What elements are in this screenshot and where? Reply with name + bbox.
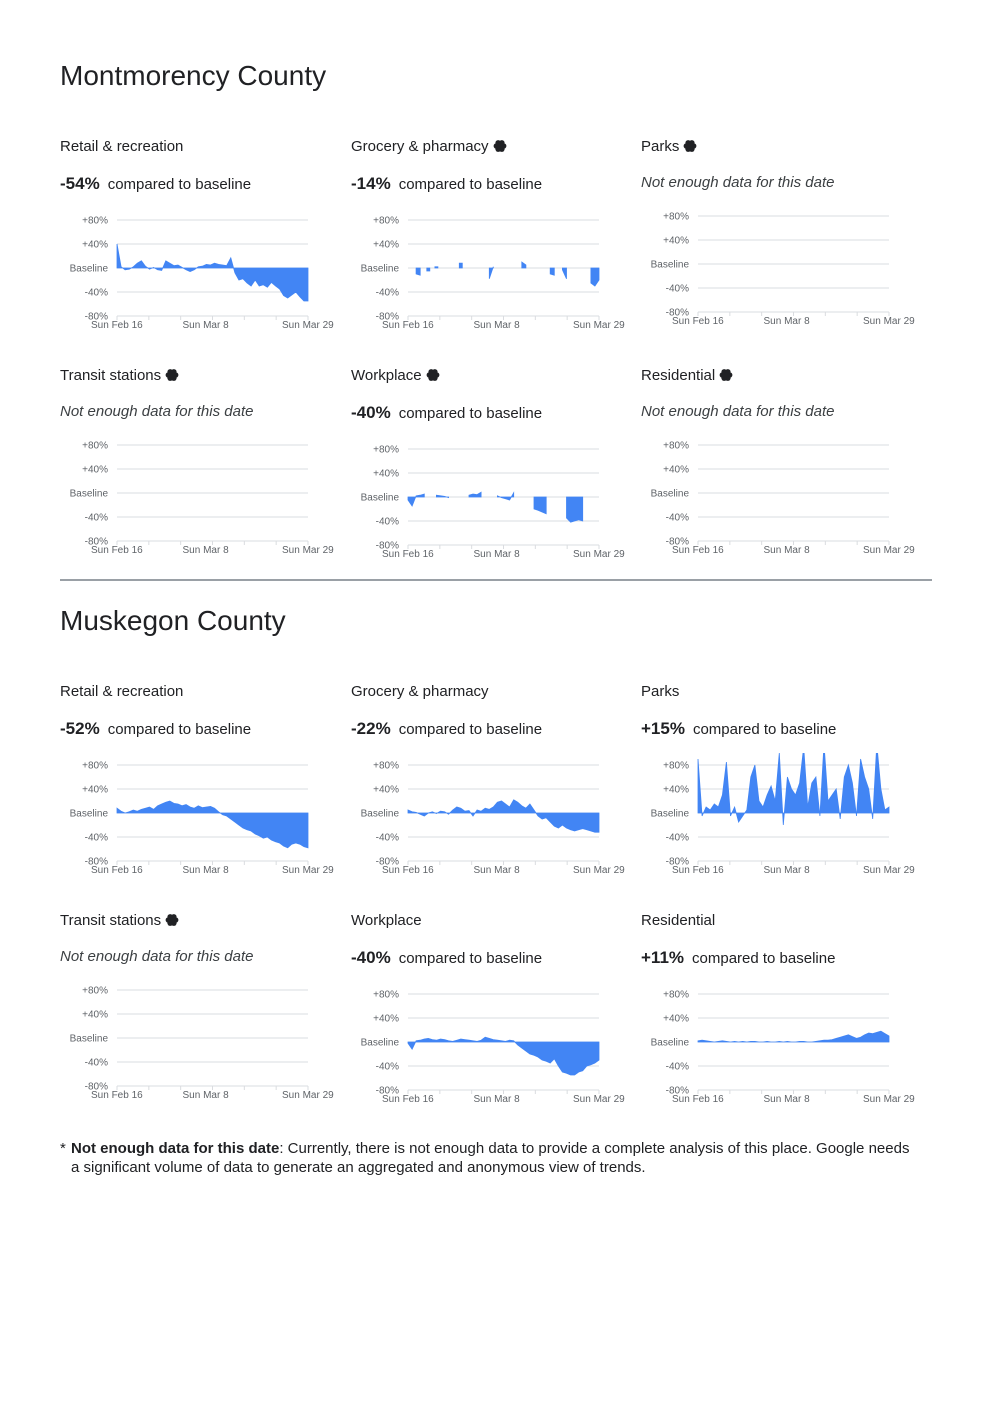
y-tick-label: -40% [84, 512, 108, 524]
series-area [408, 800, 599, 832]
series-area [562, 268, 566, 279]
x-tick-label: Sun Mar 29 [282, 1090, 334, 1101]
y-tick-label: +80% [82, 215, 108, 227]
card-title-label: Grocery & pharmacy [351, 138, 489, 155]
asterisk-icon [165, 368, 179, 382]
mobility-card [60, 912, 340, 1122]
mobility-card [60, 367, 340, 577]
stat-row [351, 403, 542, 423]
x-tick-label: Sun Mar 29 [573, 549, 625, 560]
series-area [698, 1031, 889, 1042]
y-tick-label: +40% [373, 468, 399, 480]
y-tick-label: Baseline [650, 488, 689, 500]
trend-chart [60, 978, 350, 1108]
no-data-message: Not enough data for this date [641, 403, 835, 420]
card-title [641, 683, 679, 700]
mobility-card [641, 912, 921, 1122]
y-tick-label: Baseline [360, 1037, 399, 1049]
y-tick-label: +40% [82, 784, 108, 796]
card-title-label: Retail & recreation [60, 683, 184, 700]
trend-chart [641, 982, 931, 1112]
stat-value: -40% [351, 948, 391, 967]
x-tick-label: Sun Mar 29 [573, 320, 625, 331]
y-tick-label: +80% [373, 215, 399, 227]
y-tick-label: +80% [82, 440, 108, 452]
y-tick-label: -40% [665, 832, 689, 844]
y-tick-label: -40% [375, 1061, 399, 1073]
stat-value: -54% [60, 174, 100, 193]
x-tick-label: Sun Feb 16 [672, 865, 724, 876]
y-tick-label: Baseline [650, 259, 689, 271]
x-tick-label: Sun Mar 29 [282, 320, 334, 331]
card-title-label: Grocery & pharmacy [351, 683, 489, 700]
trend-chart [351, 208, 641, 338]
series-area [117, 801, 308, 848]
x-tick-label: Sun Mar 8 [763, 1094, 810, 1105]
stat-value: -22% [351, 719, 391, 738]
y-tick-label: Baseline [650, 808, 689, 820]
x-tick-label: Sun Feb 16 [91, 1090, 143, 1101]
x-tick-label: Sun Mar 8 [763, 545, 810, 556]
y-tick-label: -80% [375, 856, 399, 868]
trend-chart [351, 437, 641, 567]
card-title-label: Workplace [351, 912, 422, 929]
no-data-message: Not enough data for this date [60, 403, 254, 420]
trend-chart [60, 208, 350, 338]
footnote-term: Not enough data for this date [71, 1140, 280, 1157]
y-tick-label: -80% [84, 1081, 108, 1093]
y-tick-label: +80% [373, 760, 399, 772]
card-title [351, 367, 440, 384]
stat-compare-text: compared to baseline [107, 721, 252, 738]
x-tick-label: Sun Mar 8 [763, 316, 810, 327]
county-title: Montmorency County [60, 60, 327, 91]
footnote [60, 1139, 920, 1177]
y-tick-label: +80% [663, 760, 689, 772]
mobility-card [60, 138, 340, 348]
y-tick-label: -80% [665, 307, 689, 319]
y-tick-label: -80% [665, 536, 689, 548]
stat-value: +15% [641, 719, 685, 738]
y-tick-label: -80% [375, 540, 399, 552]
series-area [416, 268, 420, 275]
series-area [567, 497, 583, 522]
series-area [459, 263, 462, 268]
x-tick-label: Sun Mar 8 [182, 320, 229, 331]
x-tick-label: Sun Mar 29 [573, 865, 625, 876]
y-tick-label: -40% [665, 512, 689, 524]
y-tick-label: Baseline [69, 263, 108, 275]
y-tick-label: +40% [373, 239, 399, 251]
x-tick-label: Sun Mar 29 [282, 865, 334, 876]
y-tick-label: -40% [375, 832, 399, 844]
series-area [489, 267, 493, 279]
trend-chart [641, 433, 931, 563]
stat-compare-text: compared to baseline [107, 176, 252, 193]
stat-row [641, 719, 836, 739]
x-tick-label: Sun Mar 8 [182, 865, 229, 876]
card-title [351, 683, 489, 700]
series-area [408, 494, 424, 506]
card-title-label: Residential [641, 367, 716, 384]
footnote-star: * [60, 1140, 66, 1157]
trend-chart [60, 753, 350, 883]
x-tick-label: Sun Mar 29 [282, 545, 334, 556]
stat-compare-text: compared to baseline [398, 176, 543, 193]
x-tick-label: Sun Feb 16 [672, 316, 724, 327]
y-tick-label: +40% [663, 1013, 689, 1025]
stat-compare-text: compared to baseline [692, 950, 836, 967]
x-tick-label: Sun Mar 8 [473, 320, 520, 331]
x-tick-label: Sun Feb 16 [382, 865, 434, 876]
y-tick-label: +80% [663, 211, 689, 223]
x-tick-label: Sun Feb 16 [382, 320, 434, 331]
y-tick-label: Baseline [360, 263, 399, 275]
stat-row [641, 948, 835, 968]
stat-value: -52% [60, 719, 100, 738]
mobility-card [641, 683, 921, 893]
y-tick-label: -40% [375, 287, 399, 299]
y-tick-label: -40% [84, 1057, 108, 1069]
stat-row [60, 719, 251, 739]
card-title-label: Transit stations [60, 912, 162, 929]
x-tick-label: Sun Feb 16 [382, 1094, 434, 1105]
asterisk-icon [719, 368, 733, 382]
stat-row [60, 174, 251, 194]
y-tick-label: +80% [663, 989, 689, 1001]
card-title-label: Parks [641, 683, 680, 700]
y-tick-label: -80% [665, 856, 689, 868]
y-tick-label: Baseline [650, 1037, 689, 1049]
series-area [436, 495, 448, 497]
x-tick-label: Sun Feb 16 [672, 545, 724, 556]
x-tick-label: Sun Mar 8 [473, 865, 520, 876]
no-data-message: Not enough data for this date [641, 174, 835, 191]
card-title-label: Parks [641, 138, 680, 155]
asterisk-icon [493, 139, 507, 153]
y-tick-label: +40% [663, 784, 689, 796]
series-area [591, 268, 599, 286]
y-tick-label: -80% [84, 856, 108, 868]
asterisk-icon [683, 139, 697, 153]
series-area [497, 493, 513, 500]
y-tick-label: Baseline [69, 808, 108, 820]
asterisk-icon [426, 368, 440, 382]
card-title [641, 138, 697, 155]
card-title [60, 683, 183, 700]
stat-row [351, 174, 542, 194]
stat-compare-text: compared to baseline [692, 721, 837, 738]
mobility-card [60, 683, 340, 893]
y-tick-label: +80% [373, 989, 399, 1001]
y-tick-label: +80% [373, 444, 399, 456]
card-title [351, 912, 422, 929]
trend-chart [351, 982, 641, 1112]
y-tick-label: -80% [84, 536, 108, 548]
card-title [351, 138, 507, 155]
card-title-label: Residential [641, 912, 716, 929]
y-tick-label: -40% [84, 287, 108, 299]
x-tick-label: Sun Feb 16 [382, 549, 434, 560]
y-tick-label: +40% [663, 464, 689, 476]
stat-value: -14% [351, 174, 391, 193]
x-tick-label: Sun Mar 29 [863, 865, 915, 876]
card-title-label: Workplace [351, 367, 422, 384]
x-tick-label: Sun Feb 16 [91, 545, 143, 556]
y-tick-label: Baseline [360, 492, 399, 504]
series-area [534, 497, 546, 514]
y-tick-label: -40% [84, 832, 108, 844]
trend-chart [641, 753, 931, 883]
x-tick-label: Sun Mar 8 [182, 1090, 229, 1101]
trend-chart [351, 753, 641, 883]
y-tick-label: -40% [665, 283, 689, 295]
y-tick-label: +40% [82, 1009, 108, 1021]
y-tick-label: +40% [663, 235, 689, 247]
x-tick-label: Sun Feb 16 [672, 1094, 724, 1105]
series-area [550, 268, 554, 275]
x-tick-label: Sun Mar 8 [473, 1094, 520, 1105]
x-tick-label: Sun Mar 29 [863, 1094, 915, 1105]
series-area [408, 1037, 599, 1075]
trend-chart [60, 433, 350, 563]
county-title: Muskegon County [60, 605, 286, 636]
y-tick-label: -80% [375, 1085, 399, 1097]
footnote-text: : Currently, there is not enough data to provide a complete analysis of this place. Google needs a significant volume of data to generate an aggregated and anonymous view of trends. [71, 1140, 910, 1176]
mobility-card [641, 367, 921, 577]
x-tick-label: Sun Feb 16 [91, 865, 143, 876]
series-area [522, 262, 526, 268]
x-tick-label: Sun Mar 8 [182, 545, 229, 556]
y-tick-label: +40% [82, 239, 108, 251]
stat-compare-text: compared to baseline [398, 405, 543, 422]
mobility-card [351, 683, 631, 893]
y-tick-label: +80% [663, 440, 689, 452]
x-tick-label: Sun Mar 8 [763, 865, 810, 876]
y-tick-label: Baseline [69, 1033, 108, 1045]
y-tick-label: +40% [373, 1013, 399, 1025]
asterisk-icon [165, 913, 179, 927]
x-tick-label: Sun Mar 29 [573, 1094, 625, 1105]
y-tick-label: Baseline [69, 488, 108, 500]
stat-row [351, 719, 542, 739]
x-tick-label: Sun Feb 16 [91, 320, 143, 331]
y-tick-label: +80% [82, 760, 108, 772]
card-title-label: Transit stations [60, 367, 162, 384]
y-tick-label: -80% [84, 311, 108, 323]
card-title [641, 367, 733, 384]
y-tick-label: +40% [373, 784, 399, 796]
card-title [60, 912, 179, 929]
mobility-card [351, 138, 631, 348]
y-tick-label: +80% [82, 985, 108, 997]
card-title [60, 367, 179, 384]
x-tick-label: Sun Mar 29 [863, 545, 915, 556]
stat-compare-text: compared to baseline [398, 950, 543, 967]
y-tick-label: -80% [665, 1085, 689, 1097]
y-tick-label: +40% [82, 464, 108, 476]
stat-row [351, 948, 542, 968]
card-title-label: Retail & recreation [60, 138, 184, 155]
stat-value: -40% [351, 403, 391, 422]
stat-compare-text: compared to baseline [398, 721, 543, 738]
mobility-card [351, 367, 631, 577]
x-tick-label: Sun Mar 8 [473, 549, 520, 560]
y-tick-label: -40% [375, 516, 399, 528]
series-area [427, 268, 430, 271]
mobility-card [641, 138, 921, 348]
x-tick-label: Sun Mar 29 [863, 316, 915, 327]
series-area [469, 492, 481, 497]
y-tick-label: -80% [375, 311, 399, 323]
y-tick-label: Baseline [360, 808, 399, 820]
section-divider [60, 579, 932, 581]
series-area [435, 267, 438, 268]
stat-value: +11% [641, 948, 685, 967]
no-data-message: Not enough data for this date [60, 948, 254, 965]
card-title [60, 138, 183, 155]
card-title [641, 912, 715, 929]
trend-chart [641, 204, 931, 334]
y-tick-label: -40% [665, 1061, 689, 1073]
mobility-card [351, 912, 631, 1122]
